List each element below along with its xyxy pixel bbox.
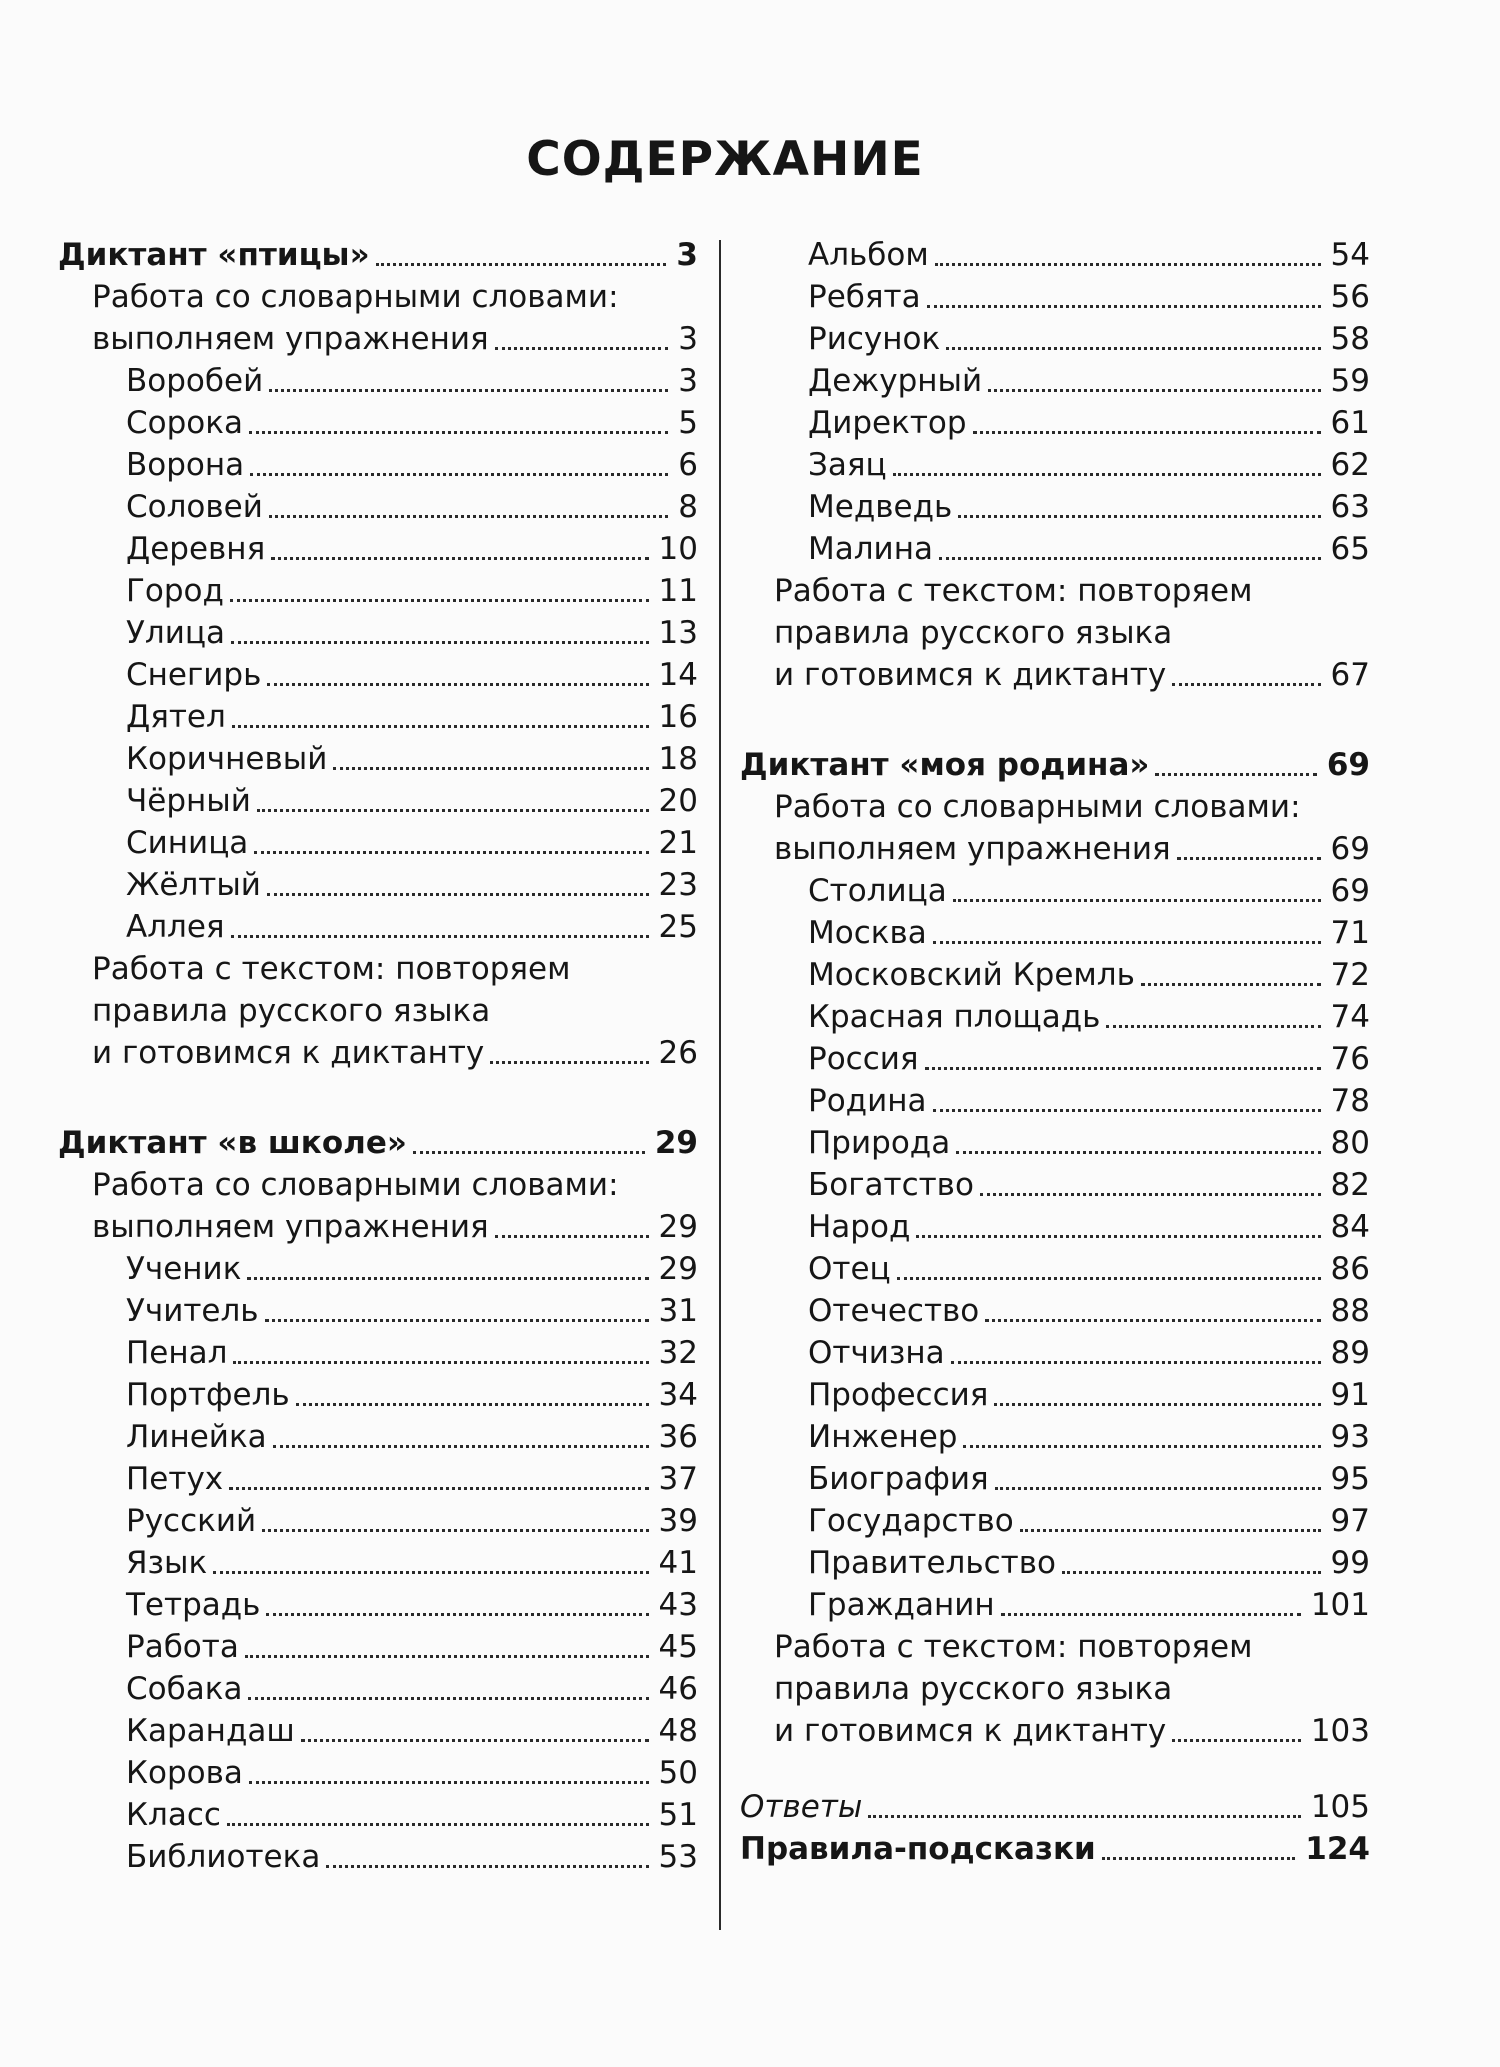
toc-page-number: 5 [678,405,698,441]
toc-page-number: 97 [1330,1503,1370,1539]
toc-word-entry[interactable] [808,1122,1370,1164]
toc-entry-label: Работа со словарными словами: [92,279,619,315]
dot-leader [893,473,1321,476]
toc-entry-label: Корова [126,1755,243,1791]
toc-word-entry[interactable] [126,360,698,402]
toc-word-entry[interactable] [808,1458,1370,1500]
toc-page-number: 93 [1330,1419,1370,1455]
toc-page-number: 62 [1330,447,1370,483]
dot-leader [227,1823,649,1826]
toc-page-number: 21 [658,825,698,861]
toc-word-entry[interactable] [126,1584,698,1626]
toc-entry-label: Сорока [126,405,243,441]
toc-word-entry[interactable] [126,444,698,486]
toc-page-number: 36 [658,1419,698,1455]
toc-entry-label: Столица [808,873,947,909]
toc-page-number: 51 [658,1797,698,1833]
toc-word-entry[interactable] [808,444,1370,486]
dot-leader [301,1739,649,1742]
toc-page-number: 69 [1330,873,1370,909]
dot-leader [273,1445,649,1448]
toc-vocab-entry[interactable] [58,1164,698,1248]
dot-leader [495,347,669,350]
dot-leader [951,1361,1321,1364]
toc-word-entry[interactable] [808,528,1370,570]
page-title: СОДЕРЖАНИЕ [526,132,924,187]
toc-page-number: 6 [678,447,698,483]
toc-word-entry[interactable] [808,360,1370,402]
dot-leader [868,1815,1300,1818]
toc-rules-entry[interactable] [740,1828,1370,1870]
toc-word-entry[interactable] [126,612,698,654]
toc-page-number: 95 [1330,1461,1370,1497]
toc-entry-label: Деревня [126,531,266,567]
toc-page-number: 43 [658,1587,698,1623]
toc-page-number: 25 [658,909,698,945]
dot-leader [925,1067,1321,1070]
dot-leader [994,1403,1320,1406]
toc-word-entry[interactable] [126,1500,698,1542]
toc-page-number: 16 [658,699,698,735]
toc-word-entry[interactable] [808,234,1370,276]
dot-leader [265,1319,649,1322]
toc-word-entry[interactable] [126,1290,698,1332]
toc-section-heading[interactable] [740,744,1370,786]
toc-entry-label: Рисунок [808,321,941,357]
dot-leader [232,725,649,728]
toc-page-number: 61 [1330,405,1370,441]
dot-leader [1172,1739,1301,1742]
toc-answers-entry[interactable] [740,1786,1370,1828]
dot-leader [946,347,1320,350]
dot-leader [296,1403,649,1406]
toc-entry-label: Профессия [808,1377,989,1413]
toc-word-entry[interactable] [808,954,1370,996]
toc-page-number: 31 [658,1293,698,1329]
toc-word-entry[interactable] [126,654,698,696]
toc-word-entry[interactable] [126,1416,698,1458]
dot-leader [233,1361,648,1364]
toc-word-entry[interactable] [126,864,698,906]
toc-word-entry[interactable] [808,1500,1370,1542]
toc-entry-label: Аллея [126,909,225,945]
toc-entry-label: Город [126,573,224,609]
toc-entry-label: Медведь [808,489,953,525]
toc-word-entry[interactable] [808,1038,1370,1080]
toc-entry-label: Москва [808,915,927,951]
toc-page-number: 45 [658,1629,698,1665]
toc-entry-label: Диктант «птицы» [58,237,370,273]
toc-page-number: 26 [658,1035,698,1071]
toc-text-entry[interactable] [740,570,1370,696]
toc-word-entry[interactable] [126,906,698,948]
dot-leader [269,389,668,392]
toc-page-number: 63 [1330,489,1370,525]
toc-entry-label: Работа с текстом: повторяем [774,573,1253,609]
toc-entry-label: Народ [808,1209,911,1245]
toc-page-number: 46 [658,1671,698,1707]
toc-entry-label: Биография [808,1461,989,1497]
toc-left-column [58,234,698,1878]
toc-word-entry[interactable] [126,738,698,780]
dot-leader [1102,1857,1296,1860]
dot-leader [953,899,1321,902]
toc-vocab-entry[interactable] [58,276,698,360]
toc-page-number: 59 [1330,363,1370,399]
toc-entry-label: Учитель [126,1293,259,1329]
toc-entry-label: Россия [808,1041,919,1077]
toc-page-number: 3 [678,363,698,399]
dot-leader [897,1277,1321,1280]
toc-word-entry[interactable] [126,1542,698,1584]
toc-page-number: 69 [1326,747,1370,783]
dot-leader [231,935,649,938]
toc-text-entry[interactable] [58,948,698,1074]
toc-word-entry[interactable] [126,1836,698,1878]
toc-entry-label: Ворона [126,447,245,483]
dot-leader [495,1235,649,1238]
toc-page-number: 10 [658,531,698,567]
toc-entry-label: Русский [126,1503,257,1539]
toc-page-number: 82 [1330,1167,1370,1203]
dot-leader [267,683,648,686]
toc-word-entry[interactable] [126,486,698,528]
toc-word-entry[interactable] [126,1668,698,1710]
toc-page-number: 29 [658,1251,698,1287]
dot-leader [249,431,668,434]
toc-word-entry[interactable] [808,486,1370,528]
toc-word-entry[interactable] [808,912,1370,954]
dot-leader [269,515,668,518]
toc-page-number: 124 [1305,1831,1370,1867]
toc-entry-label: выполняем упражнения [774,831,1171,867]
toc-entry-label: Московский Кремль [808,957,1135,993]
toc-entry-label: Библиотека [126,1839,321,1875]
toc-page-number: 11 [658,573,698,609]
dot-leader [933,941,1321,944]
dot-leader [988,389,1320,392]
toc-page-number: 58 [1330,321,1370,357]
toc-entry-label: Красная площадь [808,999,1101,1035]
toc-entry-label: Отечество [808,1293,980,1329]
dot-leader [376,263,667,266]
dot-leader [956,1151,1320,1154]
dot-leader [927,305,1321,308]
toc-word-entry[interactable] [126,1626,698,1668]
dot-leader [413,1151,645,1154]
toc-page-number: 65 [1330,531,1370,567]
toc-page-number: 13 [658,615,698,651]
toc-page-number: 41 [658,1545,698,1581]
toc-entry-label: Пенал [126,1335,228,1371]
dot-leader [939,557,1321,560]
dot-leader [230,599,649,602]
dot-leader [1020,1529,1321,1532]
toc-word-entry[interactable] [126,1374,698,1416]
toc-entry-label: Синица [126,825,249,861]
dot-leader [1141,983,1321,986]
toc-entry-label: Директор [808,405,967,441]
toc-page-number: 80 [1330,1125,1370,1161]
dot-leader [326,1865,648,1868]
toc-page-number: 69 [1330,831,1370,867]
toc-entry-label: и готовимся к диктанту [774,657,1167,693]
toc-entry-label: Тетрадь [126,1587,261,1623]
toc-word-entry[interactable] [126,780,698,822]
dot-leader [257,809,649,812]
dot-leader [245,1655,649,1658]
toc-right-column [740,234,1370,1870]
dot-leader [266,1613,648,1616]
toc-entry-label: Правила-подсказки [740,1831,1096,1867]
toc-entry-label: Петух [126,1461,224,1497]
toc-entry-label: Диктант «в школе» [58,1125,407,1161]
toc-entry-label: Линейка [126,1419,267,1455]
toc-word-entry[interactable] [126,1710,698,1752]
toc-page-number: 54 [1330,237,1370,273]
toc-page-number: 74 [1330,999,1370,1035]
toc-entry-label: Ответы [740,1789,863,1825]
toc-word-entry[interactable] [808,1542,1370,1584]
toc-entry-label: Карандаш [126,1713,295,1749]
toc-page-number: 48 [658,1713,698,1749]
toc-word-entry[interactable] [126,1248,698,1290]
toc-page-number: 14 [658,657,698,693]
toc-entry-label: Ученик [126,1251,242,1287]
toc-entry-label: правила русского языка [92,993,491,1029]
toc-word-entry[interactable] [808,1374,1370,1416]
toc-page-number: 37 [658,1461,698,1497]
dot-leader [935,263,1321,266]
toc-word-entry[interactable] [808,402,1370,444]
toc-entry-label: Соловей [126,489,263,525]
toc-entry-label: Дежурный [808,363,983,399]
toc-page-number: 3 [678,321,698,357]
toc-word-entry[interactable] [126,822,698,864]
toc-page-number: 29 [658,1209,698,1245]
toc-page-number: 76 [1330,1041,1370,1077]
dot-leader [1172,683,1320,686]
toc-entry-label: Чёрный [126,783,251,819]
toc-word-list [740,234,1370,570]
dot-leader [933,1109,1321,1112]
dot-leader [1106,1025,1320,1028]
dot-leader [247,1277,648,1280]
dot-leader [958,515,1320,518]
toc-page-number: 71 [1330,915,1370,951]
toc-word-entry[interactable] [808,1080,1370,1122]
toc-page-number: 105 [1310,1789,1370,1825]
toc-entry-label: Отец [808,1251,891,1287]
toc-word-entry[interactable] [808,318,1370,360]
toc-word-entry[interactable] [808,996,1370,1038]
toc-entry-label: Инженер [808,1419,958,1455]
dot-leader [213,1571,648,1574]
toc-entry-label: Воробей [126,363,264,399]
toc-entry-label: Класс [126,1797,221,1833]
toc-word-entry[interactable] [126,570,698,612]
toc-entry-label: Собака [126,1671,243,1707]
toc-page-number: 99 [1330,1545,1370,1581]
toc-page-number: 20 [658,783,698,819]
toc-page-number: 8 [678,489,698,525]
toc-word-entry[interactable] [126,1332,698,1374]
toc-entry-label: и готовимся к диктанту [774,1713,1167,1749]
toc-page-number: 78 [1330,1083,1370,1119]
toc-entry-label: и готовимся к диктанту [92,1035,485,1071]
toc-entry-label: Государство [808,1503,1014,1539]
toc-entry-label: Работа с текстом: повторяем [92,951,571,987]
toc-entry-label: Снегирь [126,657,262,693]
toc-entry-label: правила русского языка [774,615,1173,651]
dot-leader [995,1487,1321,1490]
dot-leader [1177,857,1321,860]
toc-vocab-entry[interactable] [740,786,1370,870]
toc-entry-label: Гражданин [808,1587,995,1623]
dot-leader [262,1529,648,1532]
dot-leader [985,1319,1320,1322]
toc-entry-label: выполняем упражнения [92,321,489,357]
toc-page-number: 18 [658,741,698,777]
toc-entry-label: выполняем упражнения [92,1209,489,1245]
toc-page-number: 101 [1310,1587,1370,1623]
toc-page-number: 84 [1330,1209,1370,1245]
toc-page-number: 23 [658,867,698,903]
toc-word-entry[interactable] [808,1164,1370,1206]
toc-entry-label: Портфель [126,1377,290,1413]
toc-page-number: 34 [658,1377,698,1413]
toc-entry-label: Альбом [808,237,929,273]
toc-page-number: 29 [654,1125,698,1161]
toc-word-entry[interactable] [126,696,698,738]
toc-entry-label: Ребята [808,279,921,315]
toc-word-list [58,1248,698,1878]
dot-leader [254,851,648,854]
toc-word-entry[interactable] [126,1752,698,1794]
toc-word-entry[interactable] [808,1248,1370,1290]
toc-page-number: 50 [658,1755,698,1791]
toc-entry-label: Работа со словарными словами: [92,1167,619,1203]
toc-page-number: 53 [658,1839,698,1875]
toc-entry-label: Правительство [808,1545,1056,1581]
toc-entry-label: Природа [808,1125,951,1161]
dot-leader [963,1445,1320,1448]
toc-entry-label: Работа с текстом: повторяем [774,1629,1253,1665]
toc-entry-label: правила русского языка [774,1671,1173,1707]
toc-entry-label: Малина [808,531,933,567]
toc-entry-label: Диктант «моя родина» [740,747,1150,783]
toc-entry-label: Заяц [808,447,887,483]
dot-leader [250,473,668,476]
toc-word-list [58,360,698,948]
toc-word-entry[interactable] [126,528,698,570]
dot-leader [1155,773,1316,776]
dot-leader [229,1487,648,1490]
dot-leader [916,1235,1320,1238]
toc-page-number: 103 [1310,1713,1370,1749]
toc-word-entry[interactable] [126,1458,698,1500]
toc-word-entry[interactable] [808,1332,1370,1374]
column-divider [719,240,721,1930]
toc-word-entry[interactable] [808,870,1370,912]
toc-page-number: 89 [1330,1335,1370,1371]
toc-page-number: 67 [1330,657,1370,693]
dot-leader [267,893,649,896]
toc-word-entry[interactable] [808,1416,1370,1458]
toc-page-number: 39 [658,1503,698,1539]
toc-entry-label: Дятел [126,699,226,735]
toc-page-number: 72 [1330,957,1370,993]
toc-entry-label: Работа [126,1629,239,1665]
dot-leader [1062,1571,1321,1574]
toc-page-number: 3 [676,237,698,273]
toc-entry-label: Родина [808,1083,927,1119]
dot-leader [248,1697,648,1700]
toc-page-number: 88 [1330,1293,1370,1329]
toc-text-entry[interactable] [740,1626,1370,1752]
toc-word-entry[interactable] [808,1290,1370,1332]
toc-entry-label: Богатство [808,1167,974,1203]
dot-leader [980,1193,1321,1196]
toc-section-heading[interactable] [58,1122,698,1164]
toc-entry-label: Работа со словарными словами: [774,789,1301,825]
dot-leader [271,557,648,560]
toc-entry-label: Улица [126,615,225,651]
toc-entry-label: Жёлтый [126,867,261,903]
dot-leader [490,1061,648,1064]
dot-leader [333,767,648,770]
toc-page-number: 91 [1330,1377,1370,1413]
dot-leader [231,641,649,644]
dot-leader [1001,1613,1301,1616]
toc-section-heading[interactable] [58,234,698,276]
toc-word-entry[interactable] [808,1206,1370,1248]
toc-entry-label: Язык [126,1545,208,1581]
toc-entry-label: Коричневый [126,741,328,777]
toc-word-entry[interactable] [126,1794,698,1836]
toc-word-list [740,870,1370,1626]
toc-page-number: 32 [658,1335,698,1371]
toc-entry-label: Отчизна [808,1335,945,1371]
toc-page-number: 56 [1330,279,1370,315]
dot-leader [249,1781,649,1784]
dot-leader [973,431,1321,434]
toc-word-entry[interactable] [808,276,1370,318]
toc-word-entry[interactable] [126,402,698,444]
toc-page-number: 86 [1330,1251,1370,1287]
toc-word-entry[interactable] [808,1584,1370,1626]
